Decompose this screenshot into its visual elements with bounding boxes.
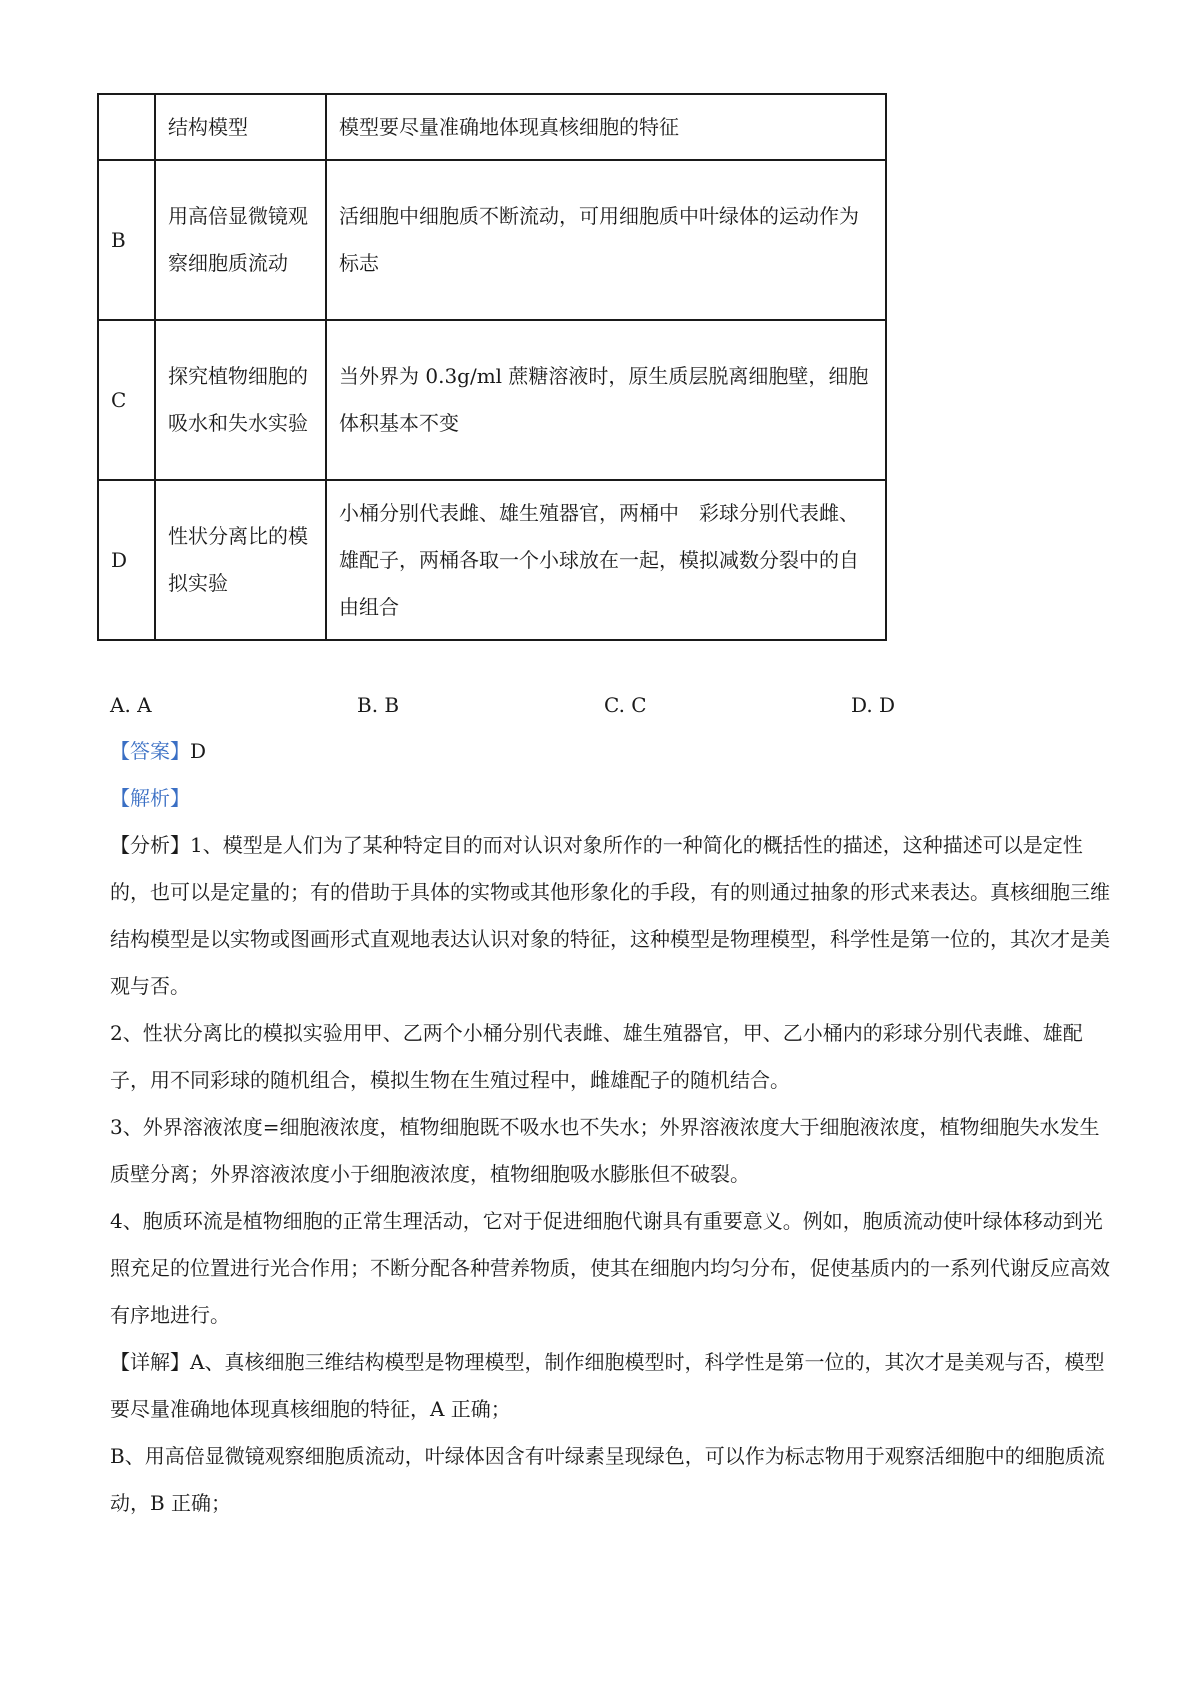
choice-d[interactable]: D. D [851, 693, 896, 717]
choice-a[interactable]: A. A [110, 693, 152, 717]
description-cell: 小桶分别代表雌、雄生殖器官，两桶中 彩球分别代表雌、雄配子，两桶各取一个小球放在一起，模拟减数分裂中的自由组合 [326, 480, 886, 640]
detail-paragraph-a [110, 1339, 1110, 1433]
experiment-cell: 探究植物细胞的吸水和失水实验 [155, 320, 326, 480]
detail-paragraph-b: B、用高倍显微镜观察细胞质流动，叶绿体因含有叶绿素呈现绿色，可以作为标志物用于观察活细胞中的细胞质流动，B 正确； [110, 1444, 1105, 1515]
analysis-paragraph-1 [110, 822, 1110, 1010]
answer-value: D [190, 739, 207, 763]
table-row [98, 480, 886, 640]
analysis-paragraph-3: 3、外界溶液浓度=细胞液浓度，植物细胞既不吸水也不失水；外界溶液浓度大于细胞液浓度，植物细胞失水发生质壁分离；外界溶液浓度小于细胞液浓度，植物细胞吸水膨胀但不破裂。 [110, 1115, 1100, 1186]
fenxi-tag: 【分析】 [110, 833, 190, 857]
detail-text-a: A、真核细胞三维结构模型是物理模型，制作细胞模型时，科学性是第一位的，其次才是美观与否，模型要尽量准确地体现真核细胞的特征，A 正确； [110, 1350, 1105, 1421]
experiment-cell: 用高倍显微镜观察细胞质流动 [155, 160, 326, 320]
table-row [98, 160, 886, 320]
option-cell: D [98, 480, 155, 640]
analysis-tag: 【解析】 [110, 786, 190, 810]
experiment-cell: 性状分离比的模拟实验 [155, 480, 326, 640]
description-cell: 模型要尽量准确地体现真核细胞的特征 [326, 94, 886, 160]
detail-tag: 【详解】 [110, 1350, 190, 1374]
choice-b[interactable]: B. B [357, 693, 400, 717]
answer-tag: 【答案】 [110, 739, 190, 763]
option-cell [98, 94, 155, 160]
option-cell: C [98, 320, 155, 480]
analysis-heading [110, 775, 1110, 822]
table-row [98, 94, 886, 160]
experiment-table [97, 93, 887, 641]
analysis-text-1: 1、模型是人们为了某种特定目的而对认识对象所作的一种简化的概括性的描述，这种描述可以是定性的，也可以是定量的；有的借助于具体的实物或其他形象化的手段，有的则通过抽象的形式来表达。真核细胞三维结构模型是以实物或图画形式直观地表达认识对象的特征，这种模型是物理模型，科学性是第一位的，其次才是美观与否。 [110, 833, 1110, 998]
analysis-body [110, 822, 1110, 1527]
answer-choices [110, 693, 1110, 723]
analysis-paragraph-4: 4、胞质环流是植物细胞的正常生理活动，它对于促进细胞代谢具有重要意义。例如，胞质流动使叶绿体移动到光照充足的位置进行光合作用；不断分配各种营养物质，使其在细胞内均匀分布，促使基质内的一系列代谢反应高效有序地进行。 [110, 1209, 1110, 1327]
experiment-cell: 结构模型 [155, 94, 326, 160]
choice-c[interactable]: C. C [604, 693, 647, 717]
analysis-paragraph-2: 2、性状分离比的模拟实验用甲、乙两个小桶分别代表雌、雄生殖器官，甲、乙小桶内的彩球分别代表雌、雄配子，用不同彩球的随机组合，模拟生物在生殖过程中，雌雄配子的随机结合。 [110, 1021, 1083, 1092]
answer-line [110, 728, 1110, 775]
table-row [98, 320, 886, 480]
description-cell: 活细胞中细胞质不断流动，可用细胞质中叶绿体的运动作为标志 [326, 160, 886, 320]
option-cell: B [98, 160, 155, 320]
description-cell: 当外界为 0.3g/ml 蔗糖溶液时，原生质层脱离细胞壁，细胞体积基本不变 [326, 320, 886, 480]
